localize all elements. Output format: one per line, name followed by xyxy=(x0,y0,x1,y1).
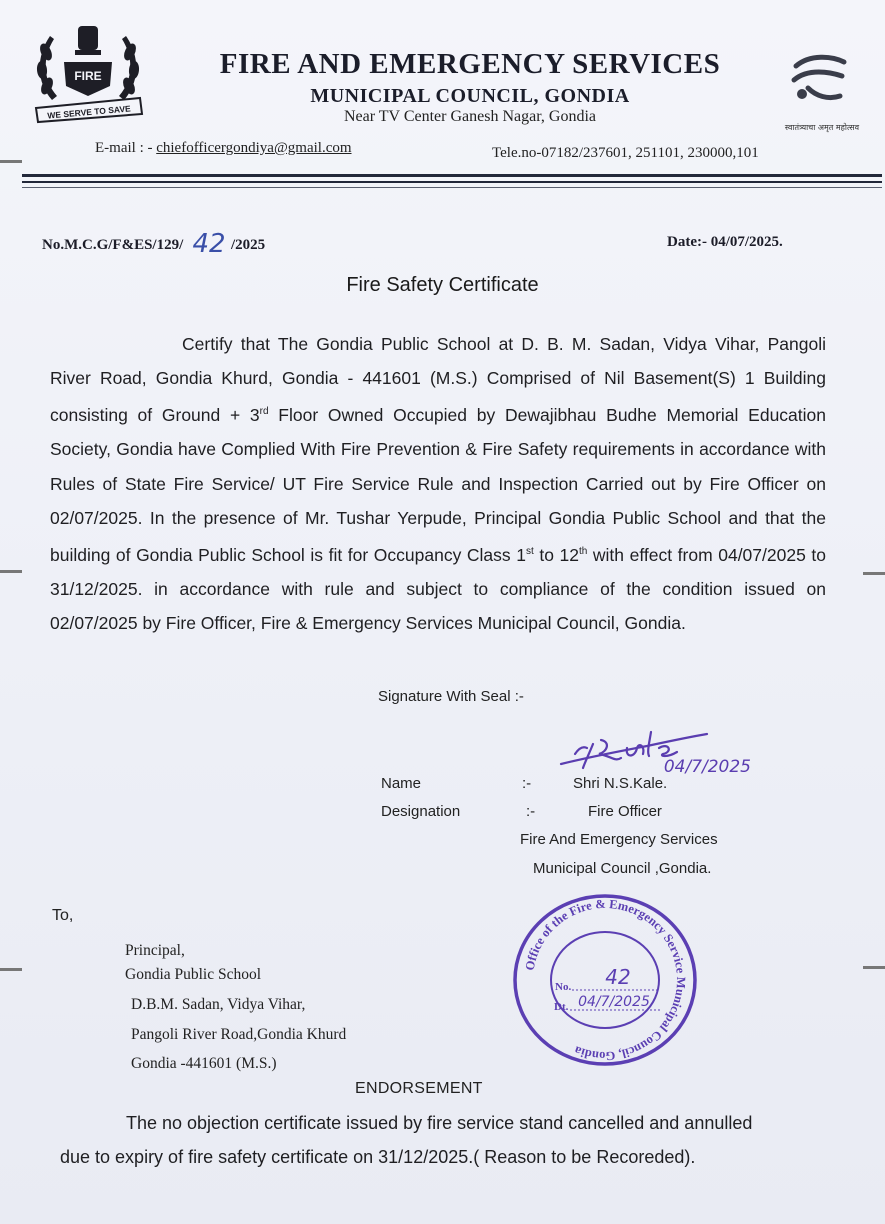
recipient-line-2: Gondia Public School xyxy=(125,966,262,983)
staple-mark-left-mid xyxy=(0,570,22,573)
staple-mark-left-top xyxy=(0,160,22,163)
staple-mark-right-mid xyxy=(863,572,885,575)
body-superscript-2: st xyxy=(525,546,534,558)
seal-ring-text: Office of the Fire & Emergency Service Municipal Council, Gondia xyxy=(522,896,689,1064)
handwritten-signature-icon xyxy=(555,718,755,780)
signatory-department: Fire And Emergency Services xyxy=(520,831,718,848)
official-seal-stamp xyxy=(510,892,700,1068)
seal-no-value: 42 xyxy=(605,965,631,989)
recipient-line-3: D.B.M. Sadan, Vidya Vihar, xyxy=(131,996,306,1013)
header-address: Near TV Center Ganesh Nagar, Gondia xyxy=(343,108,596,125)
recipient-line-4: Pangoli River Road,Gondia Khurd xyxy=(131,1026,347,1043)
body-text-3: to 12 xyxy=(533,544,579,565)
body-text-4: with effect from 04/07/2025 to 31/12/2025. in accordance with rule and subject to compliance of the condition issued on 02/07/2025 by Fire Officer, Fire & Emergency Services Municipal Council, Gondia. xyxy=(50,544,826,634)
header-subtitle: MUNICIPAL COUNCIL, GONDIA xyxy=(310,85,630,107)
header-rule-thick xyxy=(22,174,882,177)
body-text-1: Certify that The Gondia Public School at D. B. M. Sadan, Vidya Vihar, Pangoli River Road, Gondia Khurd, Gondia - 441601 (M.S.) Comprised of Nil Basement(S) 1 Building consisting of Ground + 3 xyxy=(50,334,826,426)
endorsement-line-2: due to expiry of fire safety certificate on 31/12/2025.( Reason to be Recoreded). xyxy=(60,1147,696,1167)
header-rule-mid xyxy=(22,181,882,183)
name-separator: :- xyxy=(522,775,532,792)
header-rule-thin xyxy=(22,187,882,188)
name-label: Name xyxy=(381,775,422,792)
to-label: To, xyxy=(52,907,74,924)
reference-number xyxy=(42,229,265,259)
staple-mark-left-bottom xyxy=(0,968,22,971)
staple-mark-right-bottom xyxy=(863,966,885,969)
handwritten-reference-number: 42 xyxy=(192,229,226,259)
certificate-date: Date:- 04/07/2025. xyxy=(667,234,783,250)
emblem-motto-text: WE SERVE TO SAVE xyxy=(46,103,132,121)
logo-caption: स्वातंत्र्याचा अमृत महोत्सव xyxy=(784,123,860,132)
endorsement-title: ENDORSEMENT xyxy=(355,1080,483,1097)
certificate-title: Fire Safety Certificate xyxy=(346,274,539,296)
body-text-2: Floor Owned Occupied by Dewajibhau Budhe Memorial Education Society, Gondia have Complied With Fire Prevention & Fire Safety requirements in accordance with Rules of State Fire Service/ UT Fire Service Rule and Inspection Carried out by Fire Officer on 02/07/2025. In the presence of Mr. Tushar Yerpude, Principal Gondia Public School and that the building of Gondia Public School is fit for Occupancy Class 1 xyxy=(50,405,826,565)
recipient-line-1: Principal, xyxy=(125,942,185,959)
azadi-mahotsav-logo-icon xyxy=(786,52,852,110)
signature-with-seal-label: Signature With Seal :- xyxy=(378,688,524,705)
reference-suffix: /2025 xyxy=(231,237,266,253)
header-title: FIRE AND EMERGENCY SERVICES xyxy=(219,48,721,80)
emblem-badge-text: FIRE xyxy=(74,69,102,83)
endorsement-line-1: The no objection certificate issued by fire service stand cancelled and annulled xyxy=(126,1113,753,1133)
reference-prefix: No.M.C.G/F&ES/129/ xyxy=(42,237,187,253)
signatory-name: Shri N.S.Kale. xyxy=(573,775,668,792)
recipient-line-5: Gondia -441601 (M.S.) xyxy=(131,1055,277,1072)
telephone-line: Tele.no-07182/237601, 251101, 230000,101 xyxy=(492,145,759,161)
signatory-council: Municipal Council ,Gondia. xyxy=(533,860,712,877)
fire-service-emblem-icon xyxy=(30,22,146,126)
email-line xyxy=(95,140,352,157)
designation-separator: :- xyxy=(526,803,536,820)
body-superscript-3: th xyxy=(578,546,588,558)
seal-no-label: No. xyxy=(555,981,572,993)
seal-date-label: Dt. xyxy=(554,1001,569,1013)
email-label: E-mail : - xyxy=(95,140,157,156)
body-superscript-1: rd xyxy=(259,406,269,418)
certificate-body xyxy=(50,327,826,640)
email-link[interactable]: chiefofficergondiya@gmail.com xyxy=(156,140,352,156)
handwritten-signature-date: 04/7/2025 xyxy=(663,757,751,777)
designation-label: Designation xyxy=(381,803,461,820)
signatory-designation: Fire Officer xyxy=(588,803,662,820)
endorsement-text xyxy=(60,1106,840,1174)
seal-date-value: 04/7/2025 xyxy=(578,994,650,1010)
